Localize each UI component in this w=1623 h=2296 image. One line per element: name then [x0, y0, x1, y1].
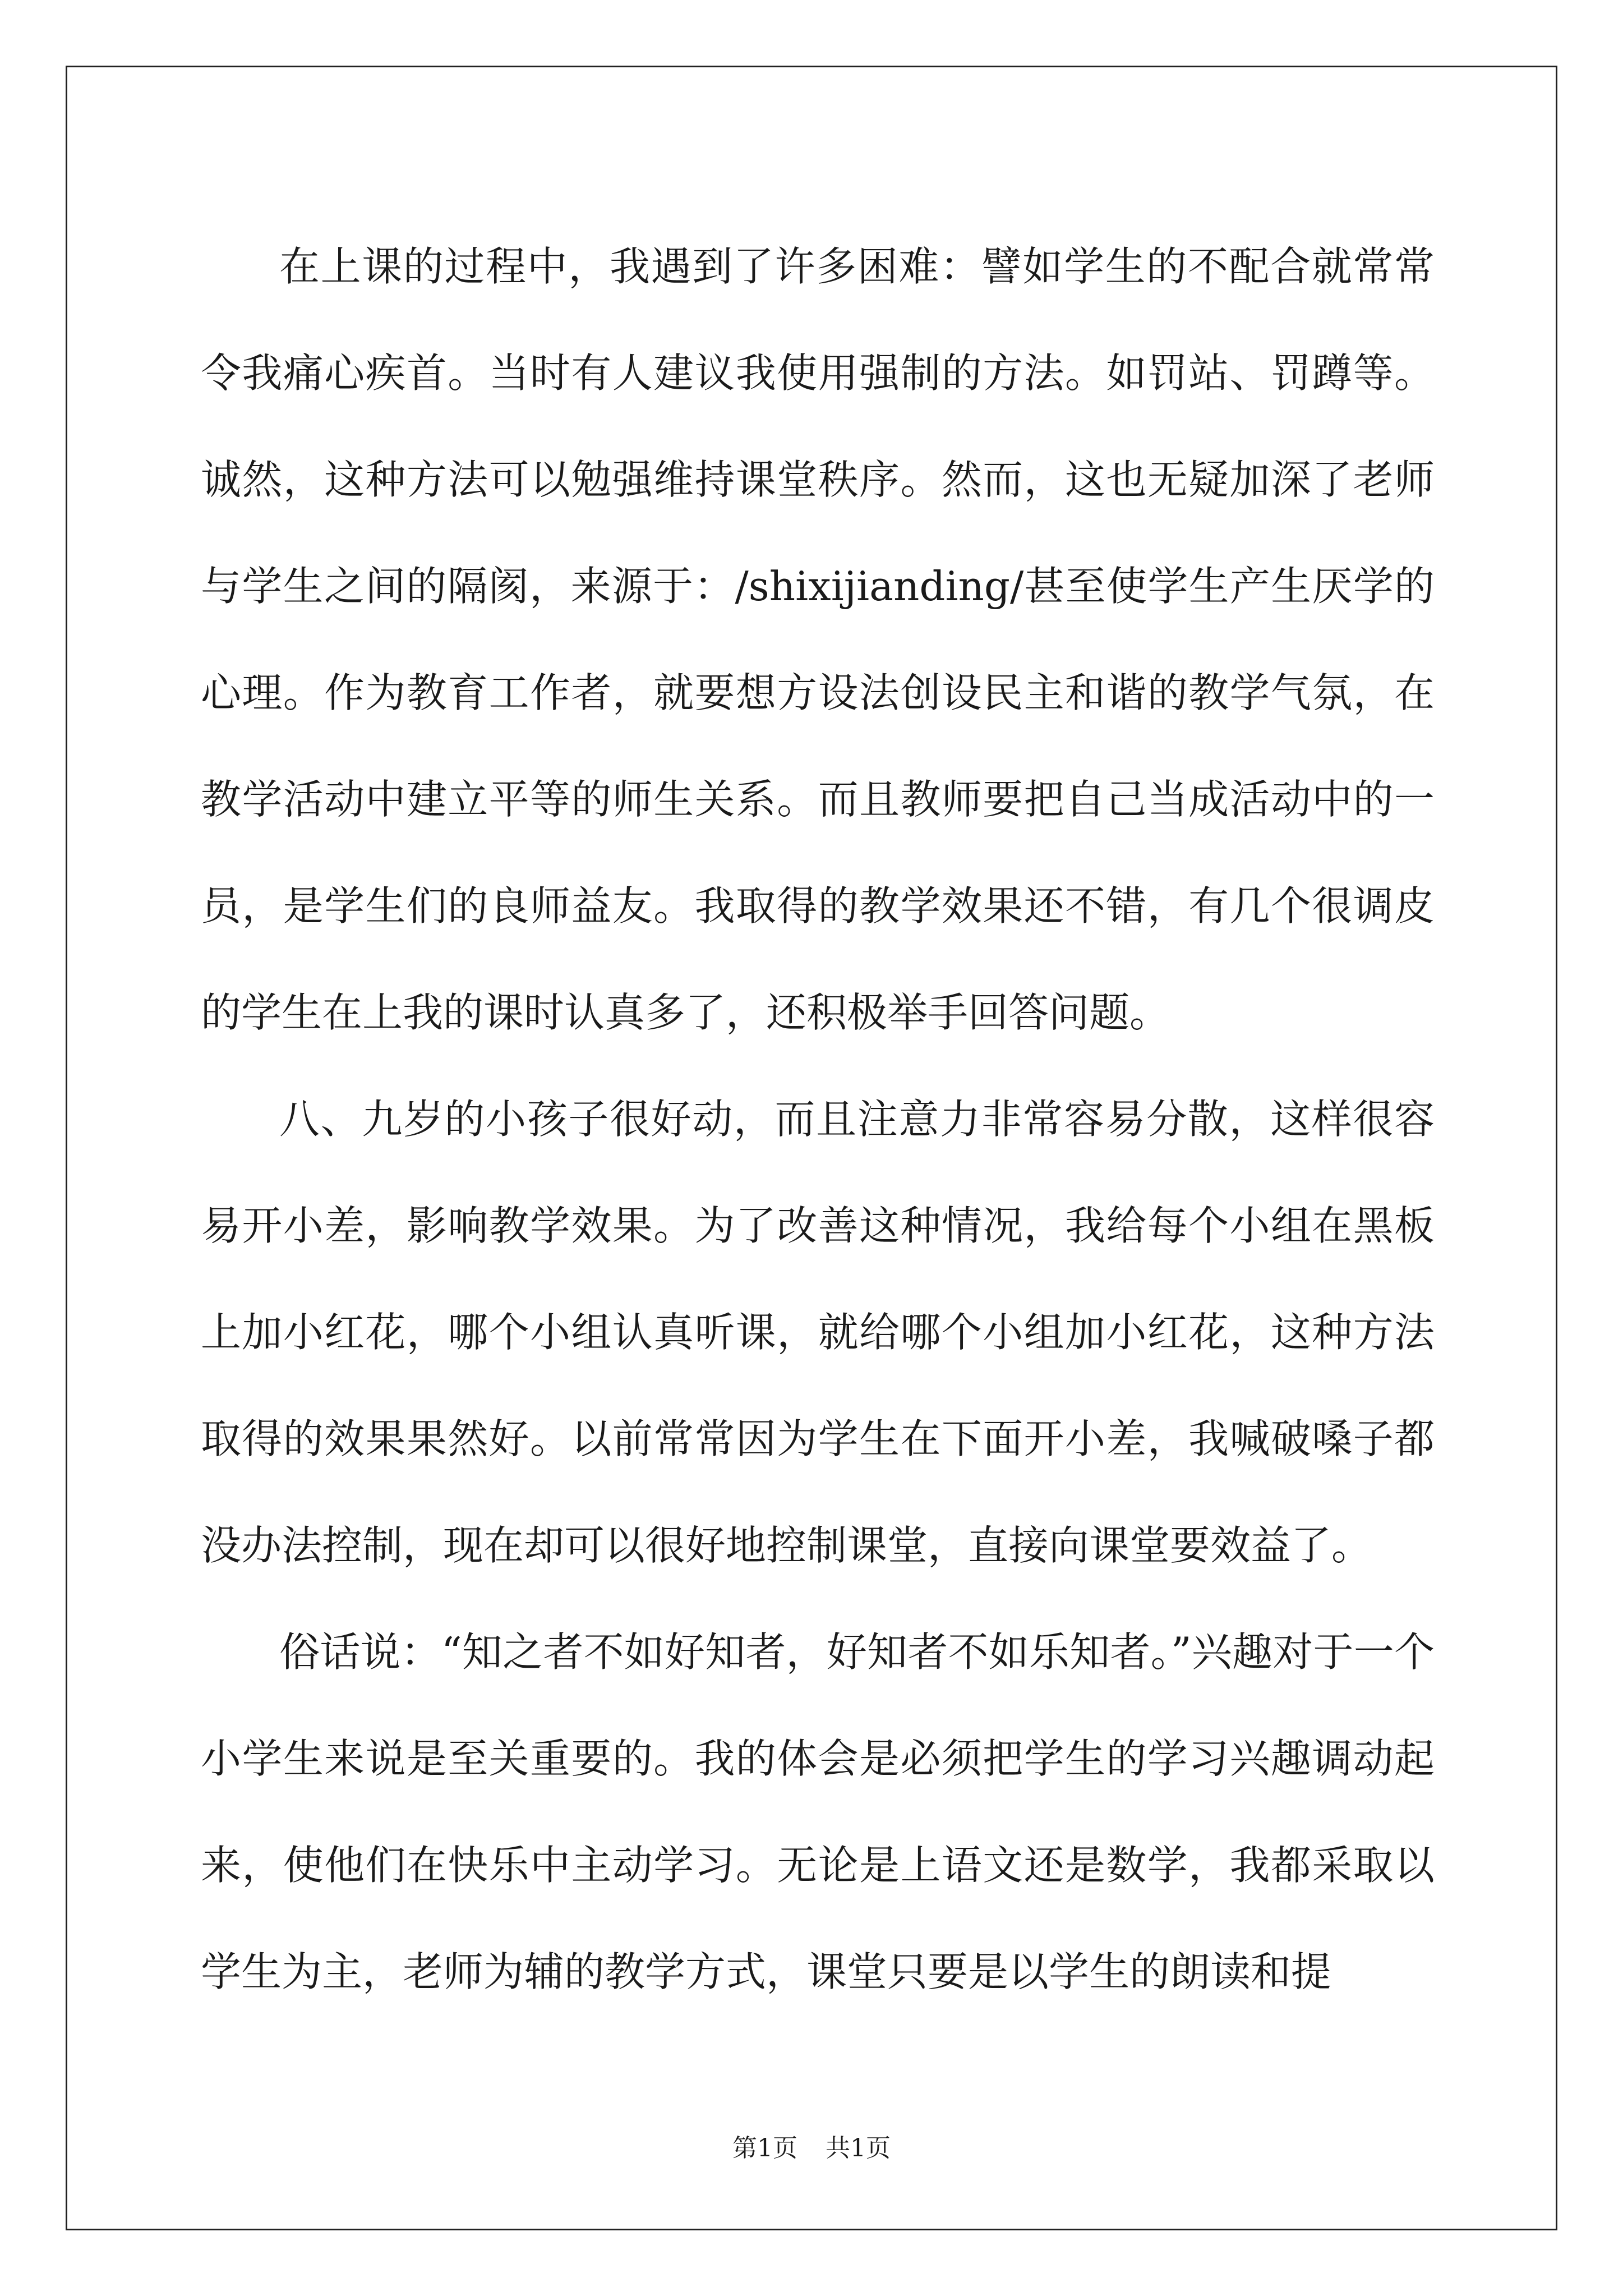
page-footer: [0, 2132, 1623, 2165]
page-number: 第1页: [732, 2134, 797, 2162]
document-body: [201, 213, 1435, 2025]
paragraph-3: 俗话说：“知之者不如好知者，好知者不如乐知者。”兴趣对于一个小学生来说是至关重要的。我的体会是必须把学生的学习兴趣调动起来，使他们在快乐中主动学习。无论是上语文还是数学，我都采取以学生为主，老师为辅的教学方式，课堂只要是以学生的朗读和提: [201, 1628, 1435, 1995]
paragraph-1: 在上课的过程中，我遇到了许多困难：譬如学生的不配合就常常令我痛心疾首。当时有人建议我使用强制的方法。如罚站、罚蹲等。诚然，这种方法可以勉强维持课堂秩序。然而，这也无疑加深了老师与学生之间的隔阂，来源于：/shixijianding/甚至使学生产生厌学的心理。作为教育工作者，就要想方设法创设民主和谐的教学气氛，在教学活动中建立平等的师生关系。而且教师要把自己当成活动中的一员，是学生们的良师益友。我取得的教学效果还不错，有几个很调皮的学生在上我的课时认真多了，还积极举手回答问题。: [201, 243, 1435, 1036]
page-total: 共1页: [826, 2134, 891, 2162]
paragraph-2: 八、九岁的小孩子很好动，而且注意力非常容易分散，这样很容易开小差，影响教学效果。为了改善这种情况，我给每个小组在黑板上加小红花，哪个小组认真听课，就给哪个小组加小红花，这种方法取得的效果果然好。以前常常因为学生在下面开小差，我喊破嗓子都没办法控制，现在却可以很好地控制课堂，直接向课堂要效益了。: [201, 1096, 1435, 1569]
